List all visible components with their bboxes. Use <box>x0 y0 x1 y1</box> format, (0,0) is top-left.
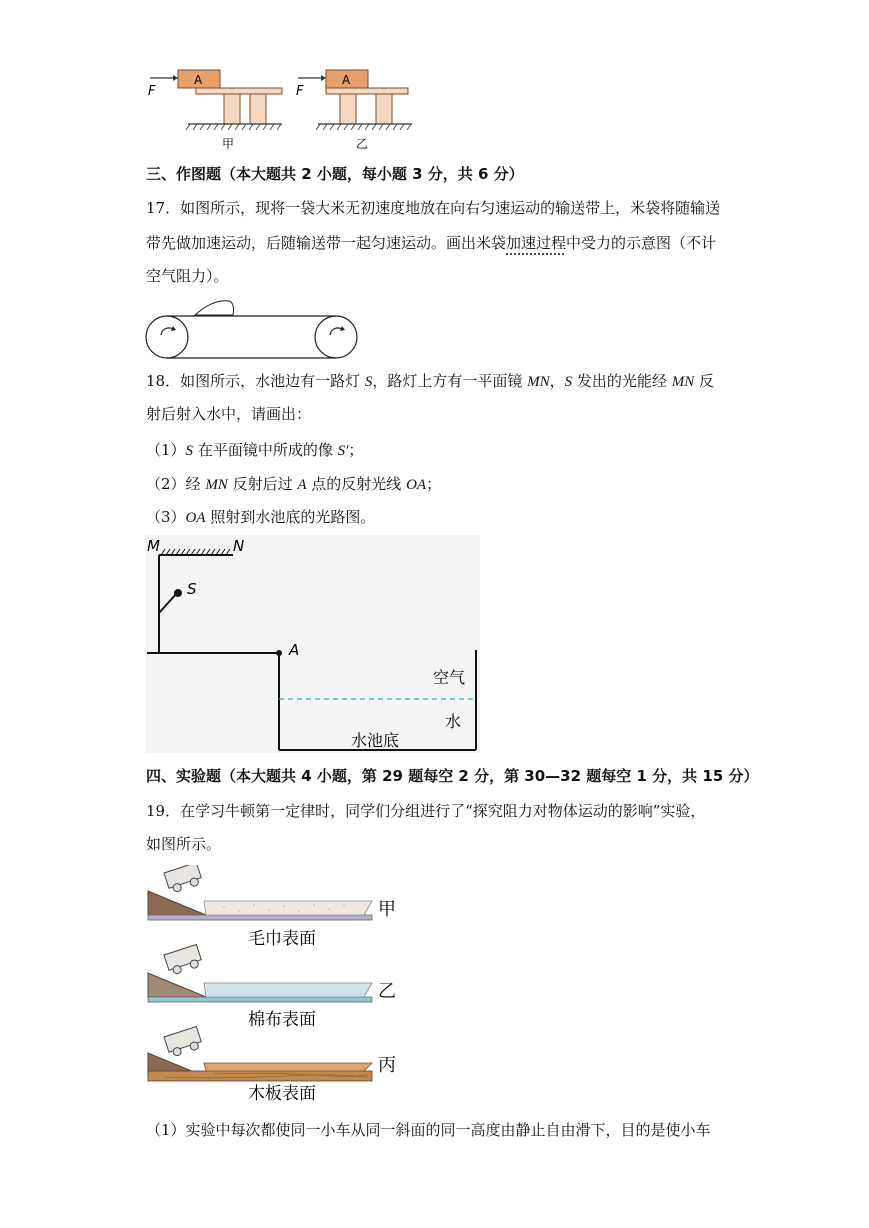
caption-jia: 甲 <box>222 137 235 151</box>
q17-line1: 17．如图所示，现将一袋大米无初速度地放在向右匀速运动的输送带上，米袋将随输送 <box>146 199 721 217</box>
label-N: N <box>233 537 245 555</box>
q17-line3: 空气阻力）。 <box>146 267 229 285</box>
surfaces-figure <box>144 865 404 1105</box>
surface-tag-1: 甲 <box>378 899 396 920</box>
q18-item1: （1）S 在平面镜中所成的像 S′； <box>146 441 364 459</box>
label-air: 空气 <box>433 668 466 687</box>
force-label-left: F <box>148 84 156 99</box>
conveyor-figure <box>143 297 363 361</box>
force-label-right: F <box>296 84 304 99</box>
label-pool-bottom: 水池底 <box>351 731 400 750</box>
label-A: A <box>289 641 300 659</box>
q19-line1: 19．在学习牛顿第一定律时，同学们分组进行了“探究阻力对物体运动的影响”实验， <box>146 802 706 820</box>
label-water: 水 <box>445 712 462 731</box>
q17-line2: 带先做加速运动，后随输送带一起匀速运动。画出米袋加速过程中受力的示意图（不计 <box>146 234 717 252</box>
surface-caption-3: 木板表面 <box>248 1084 316 1104</box>
q17-emphasis: 加速过程 <box>506 234 567 252</box>
section3-heading: 三、作图题（本大题共 2 小题，每小题 3 分，共 6 分） <box>146 165 524 183</box>
surface-caption-1: 毛巾表面 <box>248 929 316 949</box>
top-figure <box>140 60 430 160</box>
block-label-left: A <box>194 73 203 87</box>
surfaces-svg <box>144 865 404 1105</box>
q18-item3: （3）OA 照射到水池底的光路图。 <box>146 508 376 526</box>
surface-caption-2: 棉布表面 <box>248 1010 316 1030</box>
q18-line2: 射后射入水中，请画出： <box>146 405 312 423</box>
surface-tag-3: 丙 <box>378 1055 396 1076</box>
friction-figure-svg <box>140 60 430 160</box>
label-S: S <box>187 580 197 598</box>
label-M: M <box>147 537 160 555</box>
q18-item2: （2）经 MN 反射后过 A 点的反射光线 OA； <box>146 475 442 493</box>
conveyor-svg <box>143 297 363 361</box>
pool-figure <box>145 535 480 753</box>
section4-heading: 四、实验题（本大题共 4 小题，第 29 题每空 2 分，第 30—32 题每空 1 分，共 15 分） <box>146 767 759 785</box>
q19-item1: （1）实验中每次都使同一小车从同一斜面的同一高度由静止自由滑下，目的是使小车 <box>146 1121 711 1139</box>
pool-svg <box>145 535 480 753</box>
block-label-right: A <box>342 73 351 87</box>
q19-line2: 如图所示。 <box>146 835 222 853</box>
caption-yi: 乙 <box>356 137 369 151</box>
q18-line1: 18．如图所示，水池边有一路灯 S，路灯上方有一平面镜 MN，S 发出的光能经 MN 反 <box>146 372 714 390</box>
surface-tag-2: 乙 <box>378 981 396 1002</box>
